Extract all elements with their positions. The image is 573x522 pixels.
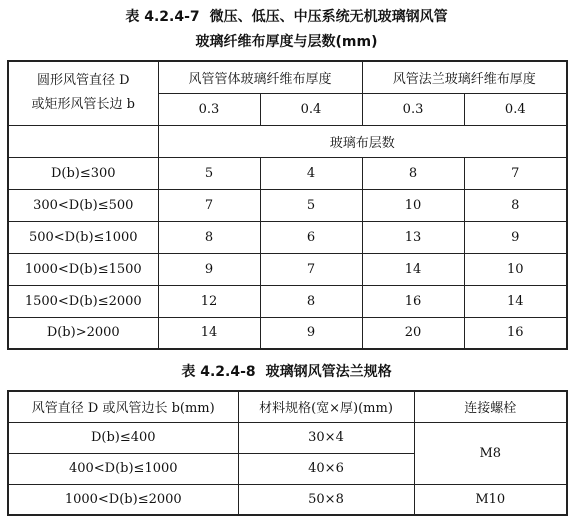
- table-row: [8, 189, 567, 221]
- row-header-line1: 圆形风管直径 D: [36, 73, 130, 89]
- layer-header-row: [8, 125, 567, 157]
- table-cell: 14: [158, 317, 260, 349]
- table-cell: 7: [158, 189, 260, 221]
- row-label: D(b)>2000: [8, 317, 158, 349]
- table-cell: 7: [464, 157, 567, 189]
- thickness-header: 0.3: [362, 93, 464, 125]
- table1-caption-line2: 玻璃纤维布厚度与层数(mm): [195, 34, 378, 50]
- column-header: 风管直径 D 或风管边长 b(mm): [8, 391, 238, 422]
- table-cell: 10: [362, 189, 464, 221]
- table-row: [8, 484, 567, 515]
- row-label: 500<D(b)≤1000: [8, 221, 158, 253]
- table1-caption-line1: [0, 8, 573, 26]
- table-cell: 16: [362, 285, 464, 317]
- table-row: [8, 285, 567, 317]
- row-label: 1000<D(b)≤2000: [8, 484, 238, 515]
- table1-caption-number: 表 4.2.4-7: [125, 9, 200, 25]
- table-cell: 12: [158, 285, 260, 317]
- column-header: 材料规格(宽×厚)(mm): [238, 391, 414, 422]
- row-label: 1000<D(b)≤1500: [8, 253, 158, 285]
- table-cell: 9: [260, 317, 362, 349]
- table-row: [8, 317, 567, 349]
- row-label: 400<D(b)≤1000: [8, 453, 238, 484]
- table-cell: 40×6: [238, 453, 414, 484]
- table-row: [8, 422, 567, 453]
- table-cell: 14: [464, 285, 567, 317]
- bolt-cell: M8: [414, 422, 567, 484]
- table1-caption-title: 微压、低压、中压系统无机玻璃钢风管: [209, 9, 448, 25]
- table-cell: 30×4: [238, 422, 414, 453]
- table-cell: 9: [158, 253, 260, 285]
- row-header-cell: [8, 61, 158, 125]
- row-label: 300<D(b)≤500: [8, 189, 158, 221]
- table-cell: 16: [464, 317, 567, 349]
- fiberglass-layer-table: [7, 60, 568, 350]
- table-cell: 8: [260, 285, 362, 317]
- table-cell: 20: [362, 317, 464, 349]
- table-cell: 5: [260, 189, 362, 221]
- table-cell: 10: [464, 253, 567, 285]
- row-label: D(b)≤400: [8, 422, 238, 453]
- table-cell: 6: [260, 221, 362, 253]
- table-cell: 50×8: [238, 484, 414, 515]
- flange-spec-table: [7, 390, 568, 516]
- thickness-header: 0.3: [158, 93, 260, 125]
- table-cell: 14: [362, 253, 464, 285]
- table-header-row: [8, 391, 567, 422]
- table2-caption: [0, 363, 573, 381]
- row-label: 1500<D(b)≤2000: [8, 285, 158, 317]
- layer-header-spacer: [8, 125, 158, 157]
- thickness-header: 0.4: [260, 93, 362, 125]
- row-label: D(b)≤300: [8, 157, 158, 189]
- table-row: [8, 253, 567, 285]
- row-header-line2: 或矩形风管长边 b: [31, 97, 135, 113]
- table-cell: 7: [260, 253, 362, 285]
- table-cell: 4: [260, 157, 362, 189]
- table-header-row: [8, 61, 567, 93]
- thickness-header: 0.4: [464, 93, 567, 125]
- column-header: 连接螺栓: [414, 391, 567, 422]
- table-cell: 8: [464, 189, 567, 221]
- bolt-cell: M10: [414, 484, 567, 515]
- table-row: [8, 221, 567, 253]
- table-cell: 8: [362, 157, 464, 189]
- layer-header: 玻璃布层数: [158, 125, 567, 157]
- table2-caption-title: 玻璃钢风管法兰规格: [265, 364, 392, 380]
- table-cell: 9: [464, 221, 567, 253]
- table2-caption-number: 表 4.2.4-8: [181, 364, 256, 380]
- table-cell: 8: [158, 221, 260, 253]
- group-header-body: 风管管体玻璃纤维布厚度: [158, 61, 362, 93]
- table-cell: 5: [158, 157, 260, 189]
- table-row: [8, 157, 567, 189]
- group-header-flange: 风管法兰玻璃纤维布厚度: [362, 61, 567, 93]
- table-cell: 13: [362, 221, 464, 253]
